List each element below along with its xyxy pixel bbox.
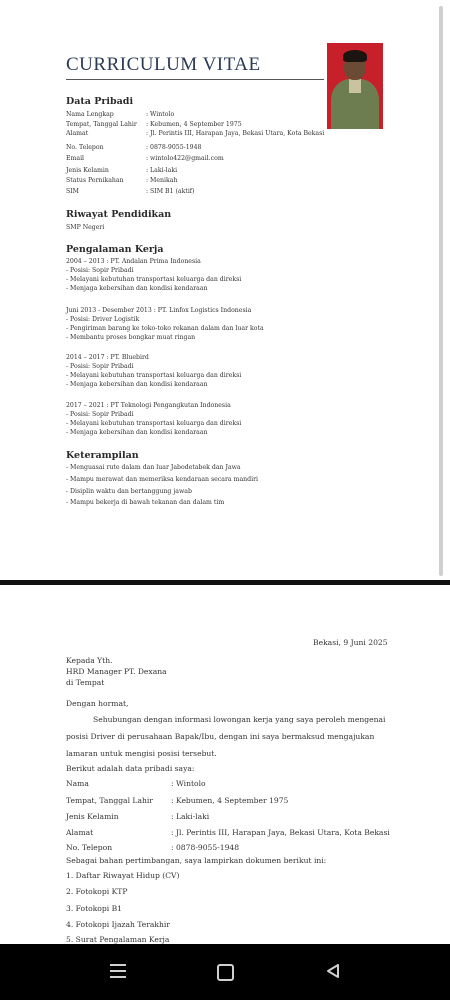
section-heading-pendidikan: Riwayat Pendidikan bbox=[66, 209, 172, 220]
system-nav-bar bbox=[0, 944, 450, 1000]
personal-row: Status Pernikahan : Menikah bbox=[66, 177, 178, 184]
docs-intro: Sebagai bahan pertimbangan, saya lampirkan dokumen berikut ini: bbox=[66, 856, 327, 865]
letter-data-row: Jenis Kelamin : Laki-laki bbox=[66, 812, 210, 821]
letter-data-row: Alamat : Jl. Perintis III, Harapan Jaya, Bekasi Utara, Kota Bekasi bbox=[66, 828, 390, 837]
paragraph-line: posisi Driver di perusahaan Bapak/Ibu, dengan ini saya bermaksud mengajukan bbox=[66, 732, 375, 741]
education-value: SMP Negeri bbox=[66, 224, 105, 231]
paragraph-line: Sehubungan dengan informasi lowongan kerja yang saya peroleh mengenai bbox=[93, 715, 386, 724]
personal-row: Tempat, Tanggal Lahir : Kebumen, 4 September 1975 bbox=[66, 120, 242, 128]
doc-item: 4. Fotokopi Ijazah Terakhir bbox=[66, 920, 170, 929]
personal-row: Jenis Kelamin : Laki-laki bbox=[66, 166, 178, 174]
personal-row: Alamat : Jl. Perintis III, Harapan Jaya, Bekasi Utara, Kota Bekasi bbox=[66, 130, 325, 137]
section-heading-keterampilan: Keterampilan bbox=[66, 450, 139, 461]
data-intro: Berikut adalah data pribadi saya: bbox=[66, 764, 195, 773]
letter-data-row: Tempat, Tanggal Lahir : Kebumen, 4 September 1975 bbox=[66, 796, 289, 805]
skill-item: - Menguasai rute dalam dan luar Jabodetabek dan Jawa bbox=[66, 464, 241, 471]
recipient-line: di Tempat bbox=[66, 678, 105, 687]
cv-title: CURRICULUM VITAE bbox=[66, 54, 261, 75]
skill-item: - Mampu merawat dan memeriksa kendaraan secara mandiri bbox=[66, 476, 259, 483]
letter-date: Bekasi, 9 Juni 2025 bbox=[313, 638, 388, 647]
skill-item: - Disiplin waktu dan bertanggung jawab bbox=[66, 488, 192, 495]
scrollbar[interactable] bbox=[439, 6, 443, 576]
letter-data-row: No. Telepon : 0878-9055-1948 bbox=[66, 843, 240, 852]
recent-apps-icon[interactable] bbox=[110, 964, 126, 978]
letter-greeting: Dengan hormat, bbox=[66, 699, 129, 708]
paragraph-line: lamaran untuk mengisi posisi tersebut. bbox=[66, 749, 217, 758]
personal-row: Email : wintolo422@gmail.com bbox=[66, 155, 224, 162]
skill-item: - Mampu bekerja di bawah tekanan dan dalam tim bbox=[66, 499, 225, 506]
doc-item: 2. Fotokopi KTP bbox=[66, 887, 128, 896]
section-heading-data-pribadi: Data Pribadi bbox=[66, 96, 134, 107]
title-divider bbox=[66, 79, 324, 80]
doc-item: 5. Surat Pengalaman Kerja bbox=[66, 935, 170, 944]
recipient-line: Kepada Yth. bbox=[66, 656, 113, 665]
doc-item: 3. Fotokopi B1 bbox=[66, 904, 122, 913]
personal-row: Nama Lengkap : Wintolo bbox=[66, 111, 175, 118]
letter-data-row: Nama : Wintolo bbox=[66, 779, 206, 788]
letter-page bbox=[0, 586, 450, 944]
cv-page: CURRICULUM VITAE Data Pribadi Nama Lengkap : Wintolo Tempat, Tanggal Lahir : Kebumen, 4 September 1975 Alamat : Jl. Perintis III, Harapan Jaya, Bekasi Utara, Kota Bekasi No. Telepon : 0878-9055-1948 Email : wintolo422@gmail.com Jenis Kelamin : Laki-laki Status Pernikahan : Menikah SIM : SIM B1 (aktif) Riwayat Pendidikan SMP Negeri Pengalaman Kerja 2004 – 2013 : PT. Andalan Prima Indonesia - Posisi: Sopir Pribadi - Melayani kebutuhan transportasi keluarga dan direksi - Menjaga kebersihan dan kondisi kendaraan Juni 2013 - Desember 2013 : PT. Linfox Logistics Indonesia - Posisi: Driver Logistik - Pengiriman barang ke toko-toko rekanan dalam dan luar kota - Membantu proses bongkar muat ringan 2014 – 2017 : PT. Bluebird - Posisi: Sopir Pribadi - Melayani kebutuhan transportasi keluarga dan direksi - Menjaga kebersihan dan kondisi kendaraan 2017 – 2021 : PT Teknologi Pengangkutan Indonesia - Posisi: Sopir Pribadi - Melayani kebutuhan transportasi keluarga dan direksi - Menjaga kebersihan dan kondisi kendaraan Keterampilan - Menguasai rute dalam dan luar Jabodetabek dan Jawa - Mampu merawat dan memeriksa kendaraan secara mandiri - Disiplin waktu dan bertanggung jawab - Mampu bekerja di bawah tekanan dan dalam tim bbox=[0, 0, 450, 580]
doc-item: 1. Daftar Riwayat Hidup (CV) bbox=[66, 871, 180, 880]
profile-photo bbox=[327, 43, 383, 129]
section-heading-pengalaman: Pengalaman Kerja bbox=[66, 244, 164, 255]
personal-row: No. Telepon : 0878-9055-1948 bbox=[66, 143, 202, 151]
back-icon[interactable] bbox=[325, 963, 341, 979]
personal-row: SIM : SIM B1 (aktif) bbox=[66, 187, 195, 195]
page-separator bbox=[0, 580, 450, 585]
home-icon[interactable] bbox=[217, 964, 234, 981]
recipient-line: HRD Manager PT. Dexana bbox=[66, 667, 167, 676]
